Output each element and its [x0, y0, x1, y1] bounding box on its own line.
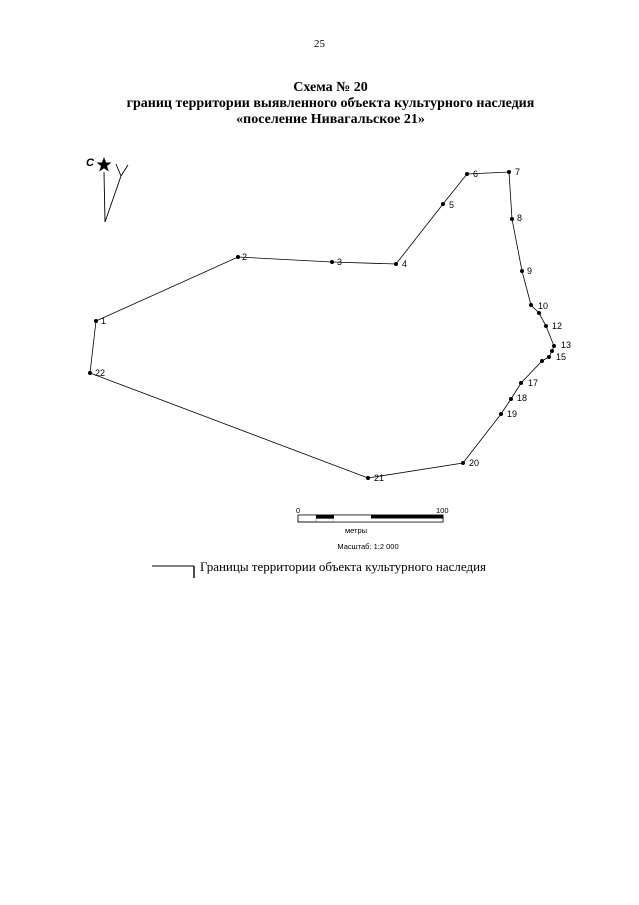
- point-label-17: 17: [528, 378, 539, 388]
- point-label-2: 2: [242, 252, 248, 262]
- point-label-10: 10: [538, 301, 549, 311]
- boundary-point-19: [499, 412, 503, 416]
- boundary-point-16: [540, 359, 544, 363]
- point-label-7: 7: [515, 167, 521, 177]
- boundary-point-2: [236, 255, 240, 259]
- boundary-point-4: [394, 262, 398, 266]
- point-label-18: 18: [517, 393, 528, 403]
- boundary-point-11: [537, 311, 541, 315]
- boundary-points: [88, 167, 571, 483]
- legend-label: Границы территории объекта культурного наследия: [200, 559, 487, 574]
- boundary-point-6: [465, 172, 469, 176]
- boundary-point-13: [552, 344, 556, 348]
- point-label-9: 9: [527, 266, 533, 276]
- boundary-point-10: [529, 303, 533, 307]
- point-label-3: 3: [337, 257, 343, 267]
- boundary-point-8: [510, 217, 514, 221]
- scale-unit: метры: [344, 526, 368, 535]
- scale-end: 100: [436, 506, 449, 515]
- title-line-3: «поселение Нивагальское 21»: [236, 112, 425, 127]
- point-label-4: 4: [402, 259, 408, 269]
- north-arrow-icon: [86, 157, 128, 222]
- boundary-point-18: [509, 397, 513, 401]
- boundary-point-21: [366, 476, 370, 480]
- boundary-point-9: [520, 269, 524, 273]
- boundary-point-1: [94, 319, 98, 323]
- boundary-point-12: [544, 324, 548, 328]
- boundary-point-22: [88, 371, 92, 375]
- boundary-point-20: [461, 461, 465, 465]
- point-label-20: 20: [469, 458, 480, 468]
- legend-line-symbol: [152, 566, 194, 578]
- boundary-point-15: [547, 355, 551, 359]
- point-label-1: 1: [101, 316, 107, 326]
- point-label-5: 5: [449, 200, 455, 210]
- scale-ratio: Масштаб: 1:2 000: [337, 542, 399, 551]
- point-label-15: 15: [556, 352, 567, 362]
- boundary-point-17: [519, 381, 523, 385]
- boundary-point-5: [441, 202, 445, 206]
- boundary-polygon: [90, 172, 554, 478]
- boundary-point-3: [330, 260, 334, 264]
- boundary-point-7: [507, 170, 511, 174]
- title-line-1: Схема № 20: [293, 80, 368, 95]
- north-label: С: [86, 157, 94, 169]
- title-line-2: границ территории выявленного объекта культурного наследия: [126, 96, 535, 111]
- point-label-13: 13: [561, 340, 572, 350]
- scale-start: 0: [296, 506, 301, 515]
- page-number: 25: [314, 38, 325, 50]
- boundary-point-14: [550, 349, 554, 353]
- point-label-22: 22: [95, 368, 106, 378]
- point-label-12: 12: [552, 321, 563, 331]
- point-label-6: 6: [473, 169, 479, 179]
- north-star-icon: [97, 157, 112, 172]
- scale-bar: [296, 506, 449, 551]
- point-label-8: 8: [517, 213, 523, 223]
- point-label-21: 21: [374, 473, 385, 483]
- point-label-19: 19: [507, 409, 518, 419]
